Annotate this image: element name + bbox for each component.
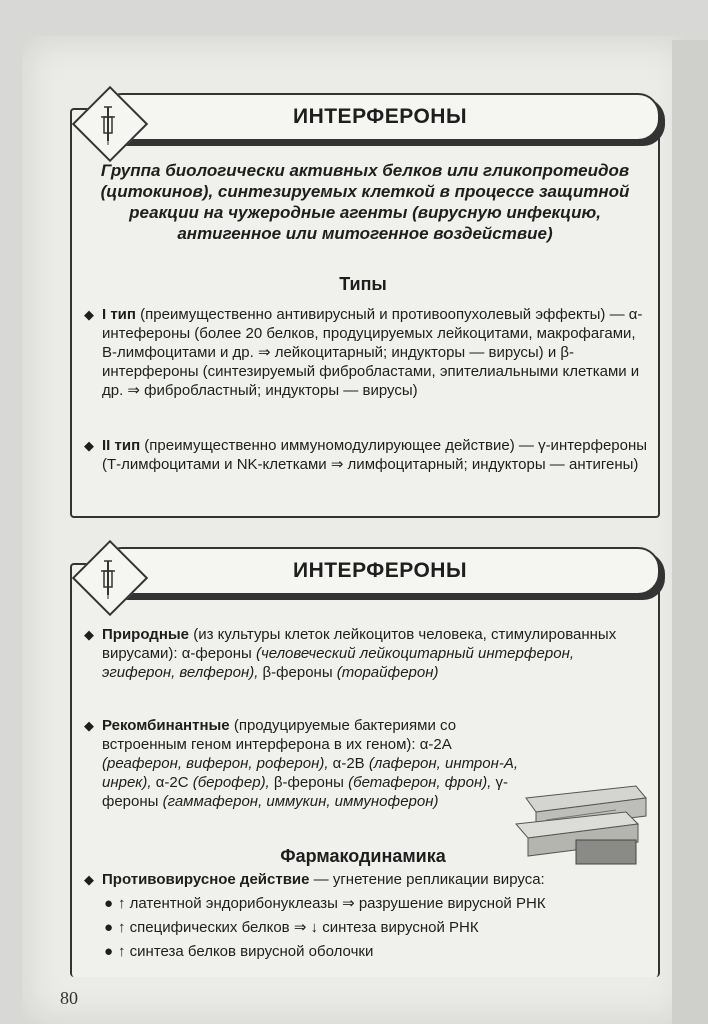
type-1-bullet: [84, 305, 650, 400]
dot-bullet-icon: ●: [104, 895, 114, 912]
syringe-icon: [93, 555, 123, 601]
type-2-bullet: [84, 436, 650, 474]
dot-bullet-icon: ●: [104, 919, 114, 936]
sub-item-envelope-proteins: ● ↑ синтеза белков вирусной оболочки: [104, 943, 374, 960]
natural-interferons-text: Природные (из культуры клеток лейкоцитов человека, стимулированных вирусами): α-фероны (человеческий лейкоцитарный интерферон, эгиферон, велферон), β-фероны (торайферон): [102, 626, 617, 681]
type-2-text: II тип (преимущественно иммуномодулирующее действие) — γ-интерфероны (Т-лимфоцитами и NK-клетками ⇒ лимфоцитарный; индукторы — антигены): [102, 437, 648, 473]
type-1-text: I тип (преимущественно антивирусный и противоопухолевый эффекты) — α-интефероны (более 20 белков, продуцируемых лейкоцитами, макрофагами, В-лимфоцитами и др. ⇒ лейкоцитарный; индукторы — вирусы) и β-интерфероны (синтезируемый фибробластами, эпителиальными клетками и др. ⇒ фибробластный; индукторы — вирусы): [102, 306, 643, 399]
card1-title-banner: [100, 93, 660, 141]
diamond-bullet-icon: ◆: [84, 627, 94, 642]
sub-item-specific-proteins: ● ↑ специфических белков ⇒ ↓ синтеза вирусной РНК: [104, 919, 479, 936]
card1-title: ИНТЕРФЕРОНЫ: [292, 105, 468, 128]
card2-title-banner: [100, 547, 660, 595]
pharmacodynamics-heading: Фармакодинамика: [280, 846, 446, 866]
antiviral-action-bullet: [84, 870, 650, 889]
syringe-icon: [93, 101, 123, 147]
page-number: 80: [60, 988, 78, 1008]
diamond-bullet-icon: ◆: [84, 718, 94, 733]
natural-interferons-bullet: [84, 625, 650, 682]
diamond-bullet-icon: ◆: [84, 307, 94, 322]
interferon-definition: Группа биологически активных белков или гликопротеидов (цитокинов), синтезируемых клеткой в процессе защитной реакции на чужеродные агенты (вирусную инфекцию, антигенное или митогенное воздействие): [100, 161, 630, 243]
diamond-bullet-icon: ◆: [84, 438, 94, 453]
antiviral-action-text: Противовирусное действие — угнетение репликации вируса:: [102, 871, 545, 888]
diamond-bullet-icon: ◆: [84, 872, 94, 887]
dot-bullet-icon: ●: [104, 943, 114, 960]
recombinant-interferons-text: Рекомбинантные (продуцируемые бактериями со встроенным геном интерферона в их геном): α-2А (реаферон, виферон, роферон), α-2В (лаферон, интрон-А, инрек), α-2С (берофер), β-фероны (бетаферон, фрон), γ-фероны (гаммаферон, иммукин, иммуноферон): [102, 717, 519, 810]
next-page-edge: [672, 40, 708, 1024]
types-heading: Типы: [339, 274, 387, 294]
recombinant-interferons-bullet: [84, 716, 650, 811]
card2-title: ИНТЕРФЕРОНЫ: [292, 559, 468, 582]
sub-item-endoribonuclease: ● ↑ латентной эндорибонуклеазы ⇒ разрушение вирусной РНК: [104, 895, 546, 912]
